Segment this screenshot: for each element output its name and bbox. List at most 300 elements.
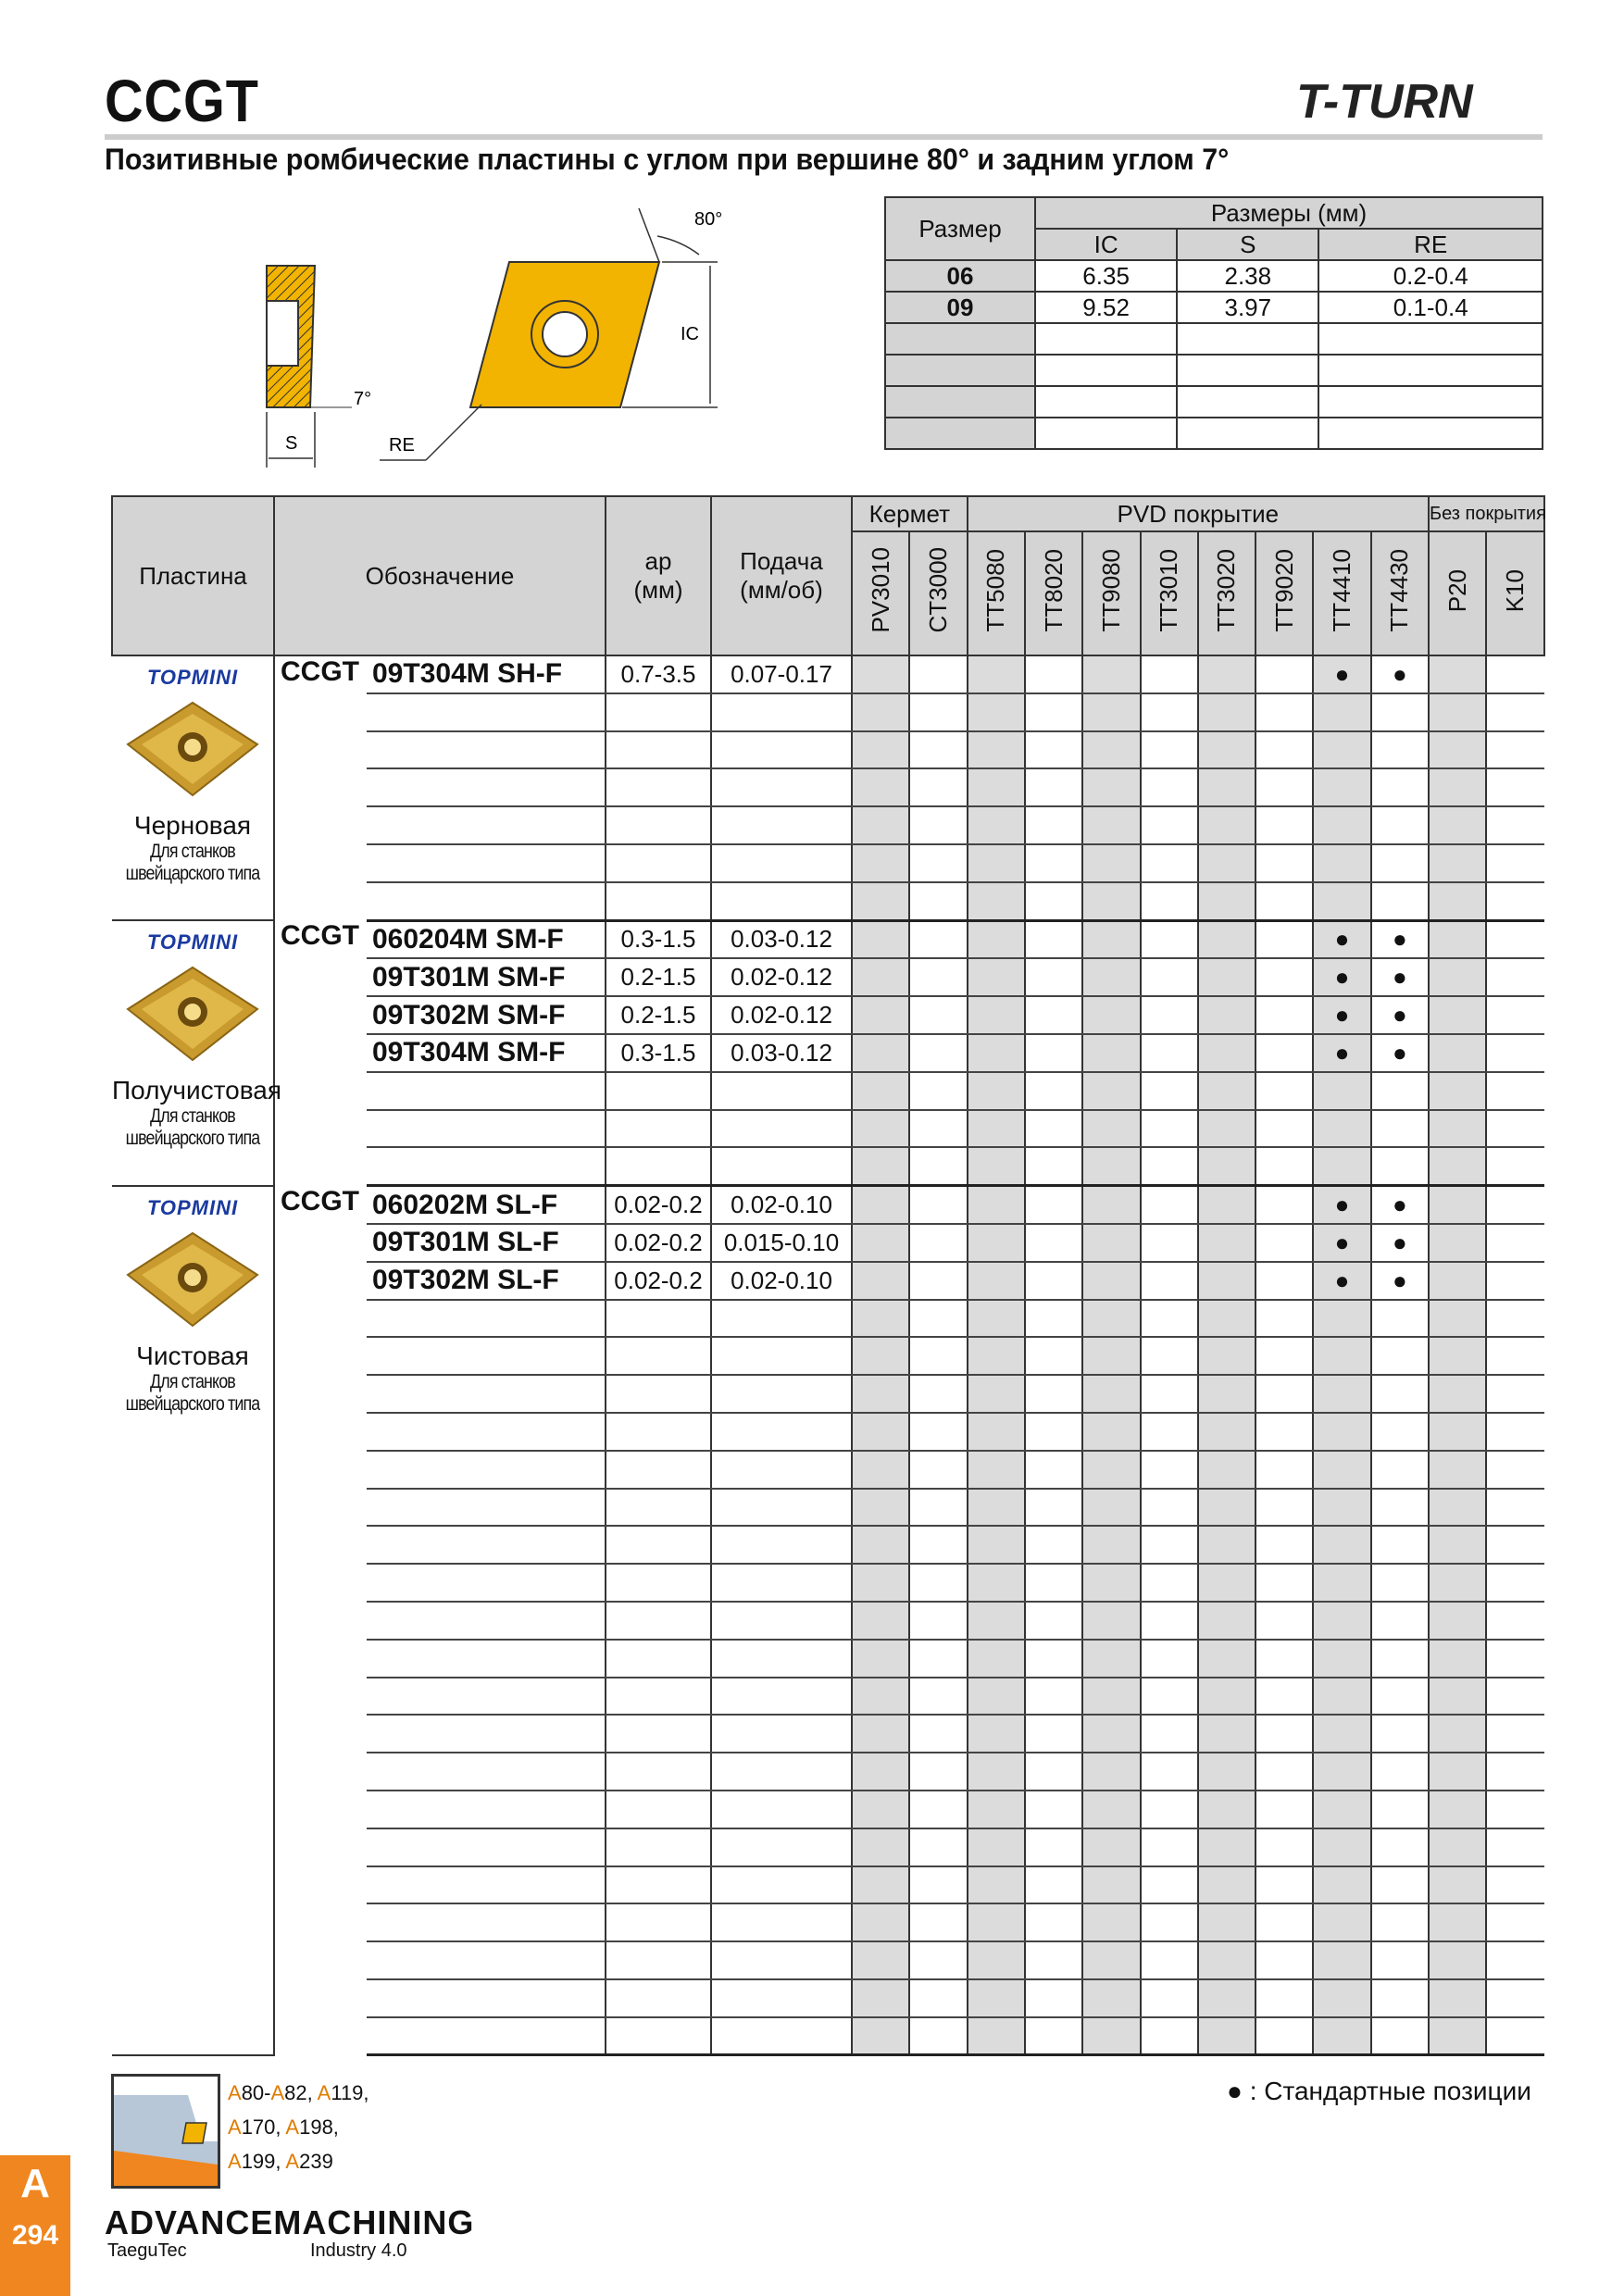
standard-mark: ●	[1334, 659, 1350, 688]
grade-cell	[1255, 1715, 1313, 1753]
grade-cell	[1429, 1147, 1486, 1185]
grade-cell	[1255, 1110, 1313, 1148]
reference-line: A80-A82, A119,	[228, 2081, 369, 2104]
reference-line: A199, A239	[228, 2150, 333, 2173]
grade-cell	[1025, 1072, 1082, 1110]
designation-code	[367, 1451, 606, 1489]
grade-cell	[968, 1034, 1025, 1072]
grade-cell	[968, 806, 1025, 844]
grade-cell	[1371, 1451, 1429, 1489]
designation-code	[367, 768, 606, 806]
grade-cell	[852, 1413, 909, 1451]
grade-header-tt3020: TT3020	[1198, 531, 1255, 655]
grade-header-tt4430: TT4430	[1371, 531, 1429, 655]
grade-cell	[1025, 1413, 1082, 1451]
grade-cell	[1486, 806, 1543, 844]
grade-cell	[1313, 996, 1370, 1034]
grade-header-tt3010: TT3010	[1141, 531, 1198, 655]
grade-cell	[968, 1375, 1025, 1413]
grade-cell	[1025, 844, 1082, 882]
grade-cell	[1255, 731, 1313, 769]
grade-cell	[1371, 1678, 1429, 1716]
feed-value	[711, 1413, 852, 1451]
grade-cell	[968, 1753, 1025, 1791]
grade-cell	[1371, 844, 1429, 882]
grade-cell	[1486, 882, 1543, 920]
feed-value: 0.03-0.12	[711, 1034, 852, 1072]
ap-value	[606, 1828, 711, 1866]
grade-cell	[1371, 882, 1429, 920]
table-row	[112, 920, 1544, 958]
grade-cell	[1025, 1451, 1082, 1489]
feed-value: 0.03-0.12	[711, 920, 852, 958]
designation-code	[367, 731, 606, 769]
grade-cell	[1255, 655, 1313, 693]
grade-cell	[1255, 920, 1313, 958]
grade-cell	[909, 1941, 967, 1979]
insert-col-header: Пластина	[112, 496, 274, 655]
ap-value	[606, 1489, 711, 1527]
grade-cell	[1198, 1110, 1255, 1148]
standard-mark: ●	[1334, 1228, 1350, 1256]
ap-value: 0.2-1.5	[606, 996, 711, 1034]
designation-code: 060202M SL-F	[367, 1186, 606, 1224]
grade-cell	[909, 1413, 967, 1451]
grade-cell	[1313, 1337, 1370, 1375]
side-view-hole	[267, 301, 298, 366]
grade-cell	[1025, 731, 1082, 769]
grade-cell	[1255, 1186, 1313, 1224]
grade-cell	[909, 1489, 967, 1527]
size-cell-size: 09	[885, 292, 1035, 323]
grade-cell	[909, 1110, 967, 1148]
grade-cell	[1198, 1828, 1255, 1866]
grade-cell	[1313, 1866, 1370, 1904]
designation-code	[367, 1413, 606, 1451]
feed-value	[711, 1903, 852, 1941]
grade-cell	[909, 1224, 967, 1262]
grade-cell	[909, 731, 967, 769]
grade-cell	[909, 1678, 967, 1716]
grade-cell	[1371, 1564, 1429, 1602]
grade-cell	[1198, 2017, 1255, 2055]
grade-cell	[1371, 1489, 1429, 1527]
standard-mark: ●	[1334, 1191, 1350, 1219]
feed-value	[711, 1678, 852, 1716]
grade-cell	[1371, 1110, 1429, 1148]
grade-cell	[1082, 1186, 1140, 1224]
page-subtitle: Позитивные ромбические пластины с углом при вершине 80° и задним углом 7°	[105, 143, 1230, 176]
grade-cell	[1429, 1602, 1486, 1640]
grade-cell	[1082, 1564, 1140, 1602]
top-view-hole	[543, 312, 587, 356]
grade-cell	[909, 1828, 967, 1866]
grade-cell	[1313, 1224, 1370, 1262]
size-table	[884, 196, 1543, 450]
grade-cell	[1429, 655, 1486, 693]
size-row	[885, 260, 1543, 292]
grade-cell	[968, 1941, 1025, 1979]
grade-header-ct3000: CT3000	[909, 531, 967, 655]
ap-value	[606, 1451, 711, 1489]
insert-photo	[123, 693, 262, 805]
grade-cell	[1313, 655, 1370, 693]
grade-cell	[1198, 882, 1255, 920]
grade-cell	[1313, 1828, 1370, 1866]
topmini-logo: TOPMINI	[146, 930, 239, 955]
grade-cell	[1255, 1375, 1313, 1413]
grade-cell	[852, 1791, 909, 1828]
grade-cell	[1429, 844, 1486, 882]
grade-cell	[1082, 882, 1140, 920]
grade-cell	[1255, 1903, 1313, 1941]
grade-cell	[1371, 996, 1429, 1034]
size-cell-size	[885, 418, 1035, 449]
grade-cell	[1429, 693, 1486, 731]
grade-cell	[1082, 1110, 1140, 1148]
grade-cell	[1198, 1147, 1255, 1185]
grade-cell	[1371, 1602, 1429, 1640]
grade-cell	[1141, 1526, 1198, 1564]
grade-cell	[1371, 1300, 1429, 1338]
grade-cell	[1082, 1451, 1140, 1489]
grade-cell	[1313, 1791, 1370, 1828]
grade-cell	[968, 1602, 1025, 1640]
grade-cell	[1141, 1564, 1198, 1602]
grade-cell	[1429, 1224, 1486, 1262]
grade-cell	[1255, 1979, 1313, 2017]
operation-mode: Получистовая	[112, 1076, 282, 1105]
ap-value: 0.2-1.5	[606, 958, 711, 996]
ap-value	[606, 693, 711, 731]
grade-cell	[852, 1715, 909, 1753]
grade-cell	[1025, 1678, 1082, 1716]
ap-value	[606, 731, 711, 769]
grade-cell	[1025, 1866, 1082, 1904]
grade-cell	[1486, 1866, 1543, 1904]
ap-value	[606, 768, 711, 806]
grade-cell	[1429, 806, 1486, 844]
grade-cell	[909, 806, 967, 844]
grade-cell	[1141, 1034, 1198, 1072]
size-cell-size	[885, 323, 1035, 355]
designation-code: 09T302M SL-F	[367, 1262, 606, 1300]
grade-cell	[1025, 1034, 1082, 1072]
grade-cell	[852, 1564, 909, 1602]
grade-cell	[852, 1526, 909, 1564]
grade-cell	[1371, 1828, 1429, 1866]
grade-cell	[1082, 1489, 1140, 1527]
grade-cell	[1198, 1791, 1255, 1828]
grade-header-tt5080: TT5080	[968, 531, 1025, 655]
grade-cell	[1025, 1262, 1082, 1300]
designation-code	[367, 693, 606, 731]
grade-cell	[852, 1451, 909, 1489]
grade-cell	[1141, 2017, 1198, 2055]
designation-code	[367, 1564, 606, 1602]
ap-value	[606, 1337, 711, 1375]
grade-cell	[1198, 1903, 1255, 1941]
ap-value	[606, 1941, 711, 1979]
grade-cell	[1429, 1337, 1486, 1375]
grade-cell	[1313, 882, 1370, 920]
label-re: RE	[389, 435, 415, 455]
designation-code	[367, 1678, 606, 1716]
grade-cell	[1255, 693, 1313, 731]
machine-note-2: швейцарского типа	[125, 1392, 260, 1415]
grade-cell	[1198, 1715, 1255, 1753]
grade-cell	[909, 1526, 967, 1564]
grade-cell	[1371, 1791, 1429, 1828]
grade-cell	[1255, 1489, 1313, 1527]
grade-cell	[852, 958, 909, 996]
grade-cell	[1082, 1300, 1140, 1338]
grade-cell	[852, 1147, 909, 1185]
grade-cell	[1198, 731, 1255, 769]
grade-cell	[968, 1186, 1025, 1224]
grade-cell	[1198, 1866, 1255, 1904]
feed-value	[711, 1602, 852, 1640]
feed-value	[711, 1979, 852, 2017]
grade-cell	[1082, 1072, 1140, 1110]
grade-cell	[968, 1564, 1025, 1602]
grade-header-pv3010: PV3010	[852, 531, 909, 655]
grade-cell	[1313, 1564, 1370, 1602]
designation-code	[367, 1828, 606, 1866]
grade-header-k10: K10	[1486, 531, 1543, 655]
grade-cell	[1429, 731, 1486, 769]
feed-value	[711, 1941, 852, 1979]
grade-cell	[852, 693, 909, 731]
grade-header-tt4410: TT4410	[1313, 531, 1370, 655]
grade-cell	[968, 731, 1025, 769]
grade-cell	[1025, 1828, 1082, 1866]
insert-group-cell	[112, 1186, 274, 2055]
grade-cell	[909, 693, 967, 731]
grade-cell	[852, 2017, 909, 2055]
grade-cell	[1082, 1337, 1140, 1375]
grade-cell	[909, 920, 967, 958]
grade-cell	[968, 1072, 1025, 1110]
grade-cell	[1313, 1300, 1370, 1338]
grade-cell	[1198, 996, 1255, 1034]
grade-cell	[1082, 1715, 1140, 1753]
designation-code	[367, 1715, 606, 1753]
prefix-cell: CCGT	[274, 655, 367, 920]
feed-value	[711, 1110, 852, 1148]
feed-value	[711, 1072, 852, 1110]
feed-value	[711, 1489, 852, 1527]
grade-cell	[1082, 1979, 1140, 2017]
size-cell-size	[885, 355, 1035, 386]
designation-code	[367, 1489, 606, 1527]
size-row	[885, 355, 1543, 386]
size-cell-re: 0.1-0.4	[1318, 292, 1543, 323]
label-ic: IC	[681, 324, 699, 344]
grade-cell	[852, 1979, 909, 2017]
grade-cell	[968, 1828, 1025, 1866]
size-col-header: Размер	[885, 197, 1035, 260]
grade-cell	[1313, 1753, 1370, 1791]
grade-cell	[1313, 1489, 1370, 1527]
grade-cell	[1198, 1262, 1255, 1300]
designation-code	[367, 1979, 606, 2017]
grade-cell	[1198, 1640, 1255, 1678]
grade-cell	[1025, 1147, 1082, 1185]
grade-cell	[1429, 1110, 1486, 1148]
grade-cell	[1313, 1072, 1370, 1110]
grade-cell	[909, 958, 967, 996]
grade-cell	[1429, 1034, 1486, 1072]
grade-cell	[1429, 1791, 1486, 1828]
grade-cell	[1429, 1262, 1486, 1300]
grade-cell	[968, 1337, 1025, 1375]
grade-cell	[1371, 1337, 1429, 1375]
designation-code: 09T302M SM-F	[367, 996, 606, 1034]
grade-cell	[968, 1526, 1025, 1564]
feed-value	[711, 1640, 852, 1678]
grade-cell	[1082, 958, 1140, 996]
grade-cell	[968, 1110, 1025, 1148]
grade-cell	[909, 1903, 967, 1941]
grade-cell	[1255, 806, 1313, 844]
grade-cell	[1313, 920, 1370, 958]
grade-cell	[1255, 1300, 1313, 1338]
grade-cell	[1313, 1413, 1370, 1451]
grade-cell	[1486, 1375, 1543, 1413]
grade-cell	[968, 693, 1025, 731]
grade-cell	[1371, 1640, 1429, 1678]
grade-cell	[909, 1072, 967, 1110]
s-col-header: S	[1177, 229, 1318, 260]
grade-cell	[852, 1941, 909, 1979]
grade-cell	[1429, 1489, 1486, 1527]
grade-cell	[1429, 1451, 1486, 1489]
grade-cell	[1313, 1903, 1370, 1941]
grade-cell	[1198, 920, 1255, 958]
grade-cell	[968, 1224, 1025, 1262]
grade-cell	[1429, 1941, 1486, 1979]
grade-cell	[1141, 1224, 1198, 1262]
brand-taegutec: TaeguTec	[107, 2240, 187, 2261]
operation-mode: Чистовая	[136, 1341, 249, 1370]
grade-cell	[1486, 1413, 1543, 1451]
designation-code	[367, 806, 606, 844]
ap-value	[606, 1564, 711, 1602]
feed-value	[711, 1300, 852, 1338]
grade-cell	[1486, 1337, 1543, 1375]
grade-cell	[1141, 1147, 1198, 1185]
grade-cell	[1486, 1753, 1543, 1791]
grade-cell	[909, 1602, 967, 1640]
grade-header-tt9080: TT9080	[1082, 531, 1140, 655]
grade-cell	[1486, 731, 1543, 769]
grade-cell	[1313, 1979, 1370, 2017]
grade-cell	[909, 1451, 967, 1489]
grade-cell	[1141, 1413, 1198, 1451]
designation-code	[367, 1526, 606, 1564]
grade-cell	[1141, 1300, 1198, 1338]
size-row	[885, 386, 1543, 418]
table-row	[112, 655, 1544, 693]
grade-cell	[1198, 655, 1255, 693]
feed-value	[711, 1375, 852, 1413]
grade-cell	[1082, 1526, 1140, 1564]
grade-cell	[1429, 958, 1486, 996]
feed-value	[711, 1526, 852, 1564]
grade-cell	[1025, 1903, 1082, 1941]
grade-cell	[1486, 1262, 1543, 1300]
feed-value: 0.015-0.10	[711, 1224, 852, 1262]
grade-cell	[1141, 693, 1198, 731]
grade-cell	[909, 1753, 967, 1791]
grade-cell	[1255, 1262, 1313, 1300]
grade-cell	[1025, 958, 1082, 996]
grade-cell	[1429, 1979, 1486, 2017]
feed-value	[711, 1564, 852, 1602]
size-cell-re	[1318, 323, 1543, 355]
t-turn-logo	[1296, 74, 1473, 130]
grade-cell	[968, 920, 1025, 958]
grade-cell	[1198, 1413, 1255, 1451]
grade-cell	[968, 844, 1025, 882]
feed-value	[711, 1451, 852, 1489]
grade-cell	[1141, 655, 1198, 693]
grade-cell	[1429, 1678, 1486, 1716]
pvd-header: PVD покрытие	[968, 496, 1429, 531]
designation-col-header: Обозначение	[274, 496, 606, 655]
standard-mark: ●	[1334, 925, 1350, 954]
grade-cell	[1198, 1186, 1255, 1224]
grade-cell	[968, 1640, 1025, 1678]
standard-mark: ●	[1392, 1001, 1407, 1029]
grade-cell	[1255, 1828, 1313, 1866]
grade-cell	[1082, 1753, 1140, 1791]
grade-cell	[852, 1489, 909, 1527]
grade-cell	[1371, 768, 1429, 806]
grade-cell	[1141, 1337, 1198, 1375]
grade-cell	[909, 1262, 967, 1300]
logo-text: T-TURN	[1296, 75, 1473, 129]
reference-line: A170, A198,	[228, 2115, 339, 2139]
standard-mark: ●	[1392, 925, 1407, 954]
ap-value: 0.3-1.5	[606, 920, 711, 958]
grade-cell	[1025, 1715, 1082, 1753]
grade-cell	[968, 1791, 1025, 1828]
feed-value: 0.02-0.12	[711, 996, 852, 1034]
uncoated-header: Без покрытия	[1429, 496, 1544, 531]
size-row	[885, 292, 1543, 323]
grade-cell	[852, 844, 909, 882]
grade-cell	[909, 2017, 967, 2055]
grade-cell	[1141, 1866, 1198, 1904]
grade-cell	[968, 768, 1025, 806]
grade-cell	[1486, 1564, 1543, 1602]
grade-cell	[909, 1375, 967, 1413]
grade-cell	[1486, 1451, 1543, 1489]
grade-cell	[852, 806, 909, 844]
designation-code: 09T304M SM-F	[367, 1034, 606, 1072]
header-rule	[105, 134, 1543, 140]
grade-cell	[1082, 1903, 1140, 1941]
grade-cell	[1082, 1375, 1140, 1413]
grade-cell	[1198, 1337, 1255, 1375]
grade-cell	[1313, 1941, 1370, 1979]
grade-cell	[1486, 1979, 1543, 2017]
grade-cell	[1429, 920, 1486, 958]
grade-cell	[1255, 1224, 1313, 1262]
grade-cell	[1025, 1300, 1082, 1338]
